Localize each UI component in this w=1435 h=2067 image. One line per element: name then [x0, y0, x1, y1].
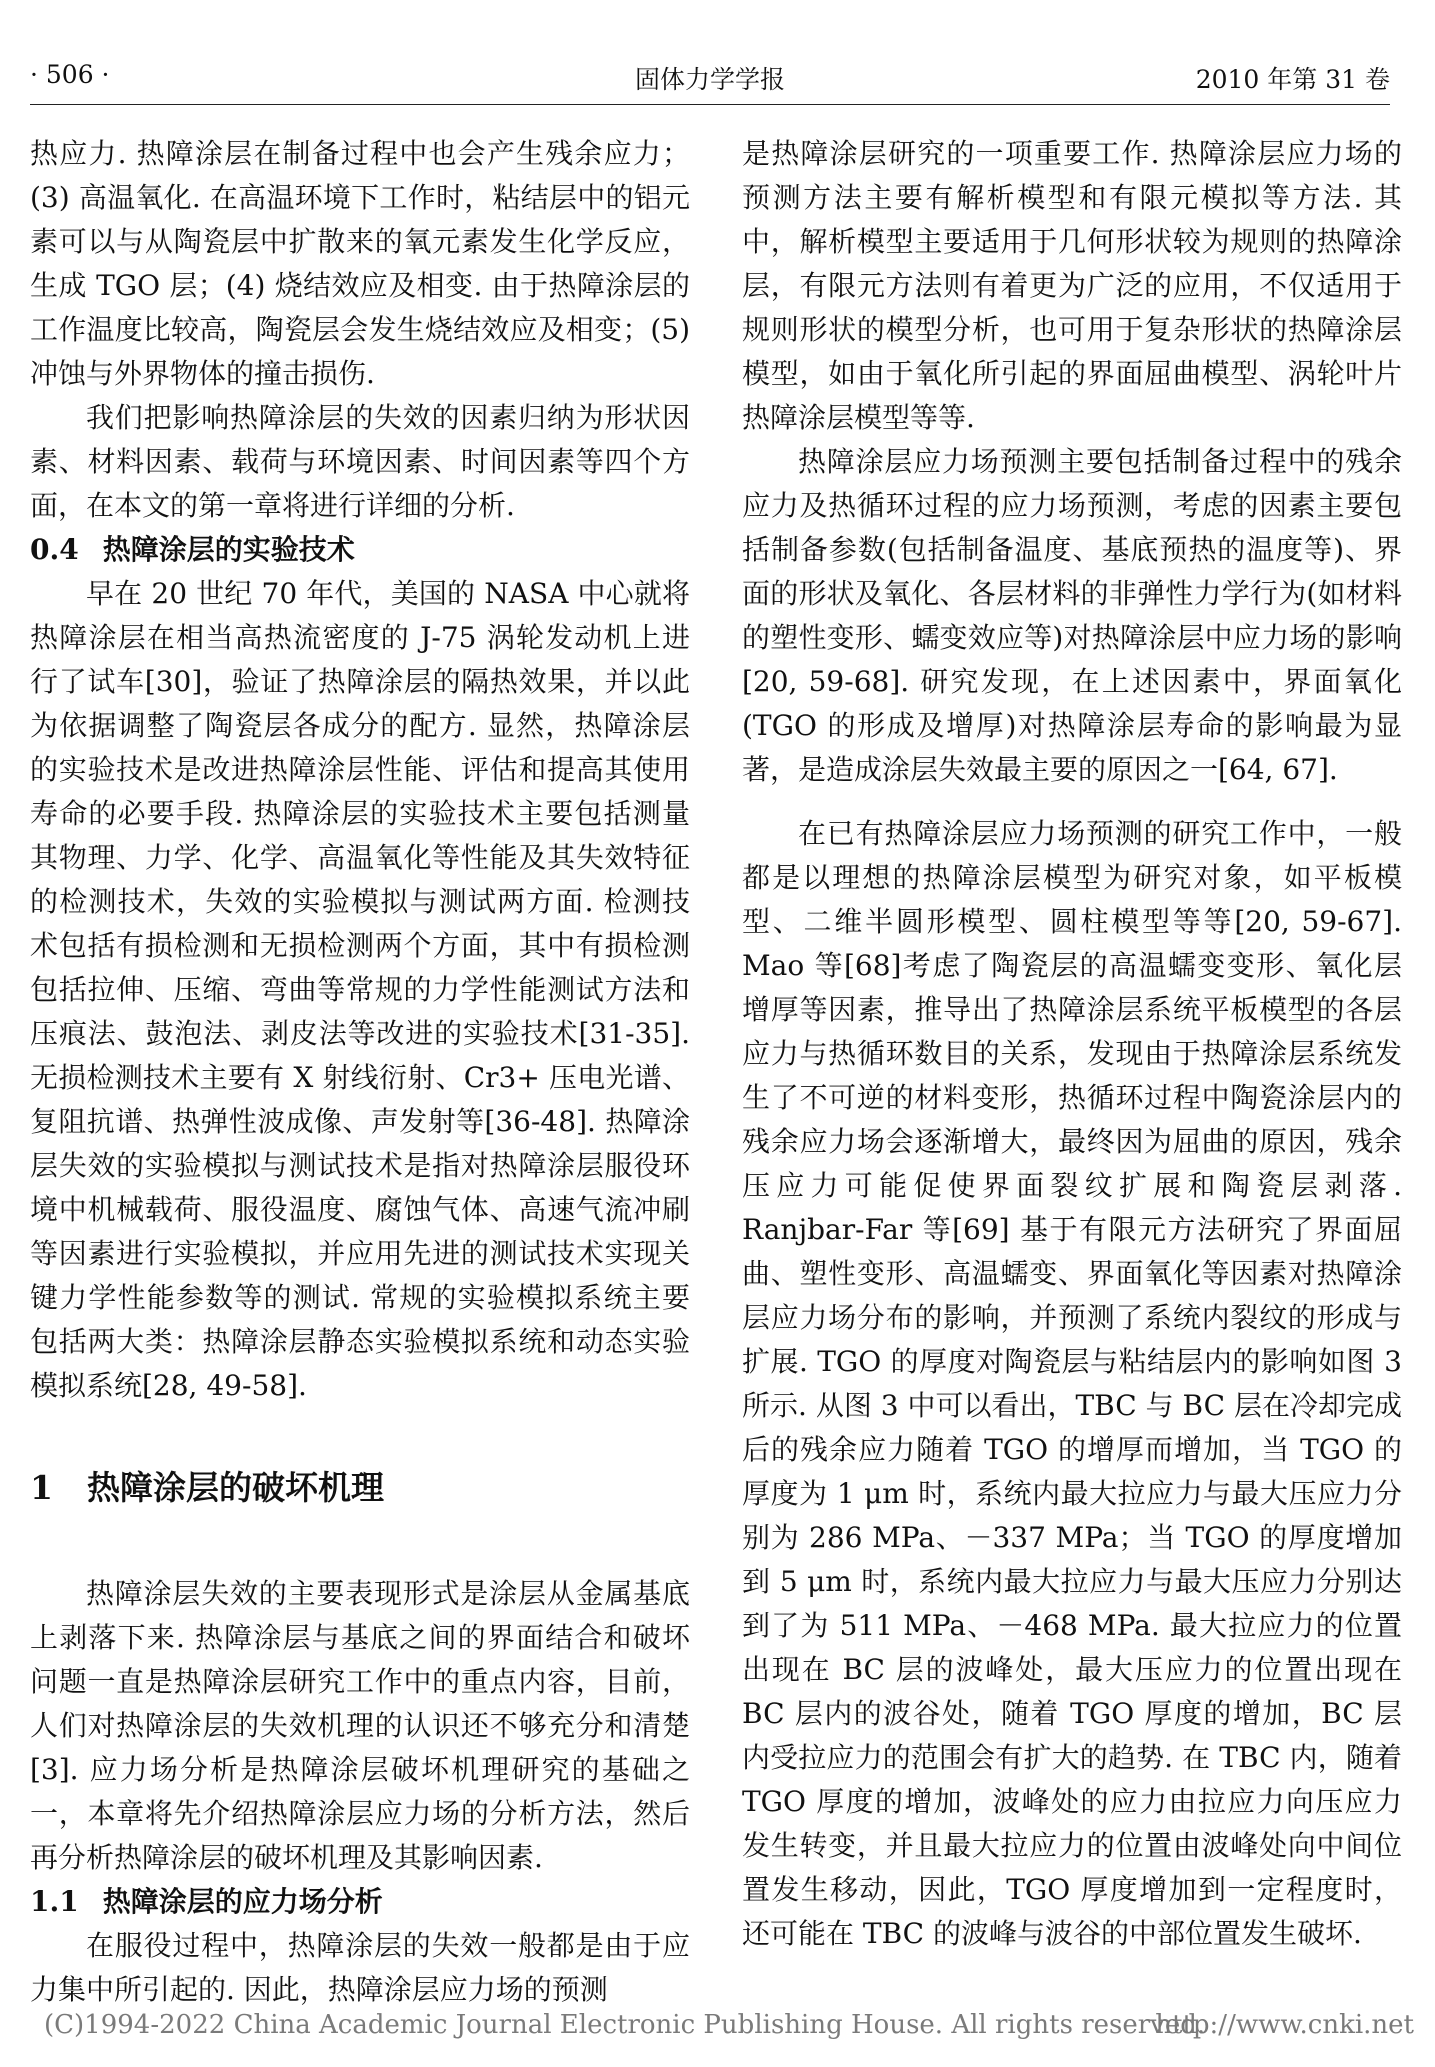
paragraph: 热应力. 热障涂层在制备过程中也会产生残余应力；(3) 高温氧化. 在高温环境下工作时，粘结层中的铝元素可以与从陶瓷层中扩散来的氧元素发生化学反应，生成 TGO 层；(4) 烧结效应及相变. 由于热障涂层的工作温度比较高，陶瓷层会发生烧结效应及相变；(5) 冲蚀与外界物体的撞击损伤.: [30, 137, 690, 390]
section-heading-0-4: [30, 528, 690, 572]
copyright-text: (C)1994-2022 China Academic Journal Electronic Publishing House. All rights reserved.: [44, 2010, 1206, 2040]
right-column: [742, 132, 1402, 2012]
paragraph: 热障涂层应力场预测主要包括制备过程中的残余应力及热循环过程的应力场预测，考虑的因素主要包括制备参数(包括制备温度、基底预热的温度等)、界面的形状及氧化、各层材料的非弹性力学行为(如材料的塑性变形、蠕变效应等)对热障涂层中应力场的影响[20, 59-68]. 研究发现，在上述因素中，界面氧化(TGO 的形成及增厚)对热障涂层寿命的影响最为显著，是造成涂层失效最主要的原因之一[64, 67].: [742, 445, 1402, 786]
section-number: 0.4: [30, 533, 79, 566]
paragraph-gap: [742, 792, 1402, 812]
volume-info: 2010 年第 31 卷: [1195, 65, 1390, 94]
section-heading-1-1: [30, 1880, 690, 1924]
section-number: 1.1: [30, 1885, 79, 1918]
left-column: [30, 132, 690, 2012]
page-number: · 506 ·: [30, 60, 110, 89]
paragraph: 在已有热障涂层应力场预测的研究工作中，一般都是以理想的热障涂层模型为研究对象，如平板模型、二维半圆形模型、圆柱模型等等[20, 59-67]. Mao 等[68]考虑了陶瓷层的高温蠕变变形、氧化层增厚等因素，推导出了热障涂层系统平板模型的各层应力与热循环数目的关系，发现由于热障涂层系统发生了不可逆的材料变形，热循环过程中陶瓷涂层内的残余应力场会逐渐增大，最终因为屈曲的原因，残余压应力可能促使界面裂纹扩展和陶瓷层剥落. Ranjbar-Far 等[69] 基于有限元方法研究了界面屈曲、塑性变形、高温蠕变、界面氧化等因素对热障涂层应力场分布的影响，并预测了系统内裂纹的形成与扩展. TGO 的厚度对陶瓷层与粘结层内的影响如图 3 所示. 从图 3 中可以看出，TBC 与 BC 层在冷却完成后的残余应力随着 TGO 的增厚而增加，当 TGO 的厚度为 1 μm 时，系统内最大拉应力与最大压应力分别为 286 MPa、－337 MPa；当 TGO 的厚度增加到 5 μm 时，系统内最大拉应力与最大压应力分别达到了为 511 MPa、－468 MPa. 最大拉应力的位置出现在 BC 层的波峰处，最大压应力的位置出现在 BC 层内的波谷处，随着 TGO 厚度的增加，BC 层内受拉应力的范围会有扩大的趋势. 在 TBC 内，随着 TGO 厚度的增加，波峰处的应力由拉应力向压应力发生转变，并且最大拉应力的位置由波峰处向中间位置发生移动，因此，TGO 厚度增加到一定程度时，还可能在 TBC 的波峰与波谷的中部位置发生破坏.: [742, 817, 1402, 1950]
paragraph: 我们把影响热障涂层的失效的因素归纳为形状因素、材料因素、载荷与环境因素、时间因素等四个方面，在本文的第一章将进行详细的分析.: [30, 401, 690, 522]
paragraph: 在服役过程中，热障涂层的失效一般都是由于应力集中所引起的. 因此，热障涂层应力场的预测: [30, 1929, 690, 2006]
chapter-title: 热障涂层的破坏机理: [86, 1468, 384, 1507]
section-title: 热障涂层的实验技术: [102, 533, 355, 566]
footer-url[interactable]: http://www.cnki.net: [1155, 2010, 1414, 2040]
chapter-heading-1: [30, 1466, 690, 1510]
header-rule: [30, 104, 1390, 105]
page-header: [30, 60, 1390, 100]
section-title: 热障涂层的应力场分析: [102, 1885, 383, 1918]
paragraph: 热障涂层失效的主要表现形式是涂层从金属基底上剥落下来. 热障涂层与基底之间的界面结合和破坏问题一直是热障涂层研究工作中的重点内容，目前，人们对热障涂层的失效机理的认识还不够充分和清楚[3]. 应力场分析是热障涂层破坏机理研究的基础之一，本章将先介绍热障涂层应力场的分析方法，然后再分析热障涂层的破坏机理及其影响因素.: [30, 1577, 690, 1874]
paragraph: 是热障涂层研究的一项重要工作. 热障涂层应力场的预测方法主要有解析模型和有限元模拟等方法. 其中，解析模型主要适用于几何形状较为规则的热障涂层，有限元方法则有着更为广泛的应用，不仅适用于规则形状的模型分析，也可用于复杂形状的热障涂层模型，如由于氧化所引起的界面屈曲模型、涡轮叶片热障涂层模型等等.: [742, 137, 1402, 434]
paragraph: 早在 20 世纪 70 年代，美国的 NASA 中心就将热障涂层在相当高热流密度的 J-75 涡轮发动机上进行了试车[30]，验证了热障涂层的隔热效果，并以此为依据调整了陶瓷层各成分的配方. 显然，热障涂层的实验技术是改进热障涂层性能、评估和提高其使用寿命的必要手段. 热障涂层的实验技术主要包括测量其物理、力学、化学、高温氧化等性能及其失效特征的检测技术，失效的实验模拟与测试两方面. 检测技术包括有损检测和无损检测两个方面，其中有损检测包括拉伸、压缩、弯曲等常规的力学性能测试方法和压痕法、鼓泡法、剥皮法等改进的实验技术[31-35]. 无损检测技术主要有 X 射线衍射、Cr3+ 压电光谱、复阻抗谱、热弹性波成像、声发射等[36-48]. 热障涂层失效的实验模拟与测试技术是指对热障涂层服役环境中机械载荷、服役温度、腐蚀气体、高速气流冲刷等因素进行实验模拟，并应用先进的测试技术实现关键力学性能参数等的测试. 常规的实验模拟系统主要包括两大类：热障涂层静态实验模拟系统和动态实验模拟系统[28, 49-58].: [30, 577, 690, 1402]
journal-title: 固体力学学报: [634, 65, 785, 94]
chapter-number: 1: [30, 1468, 53, 1507]
copyright-footer: [44, 2010, 1414, 2040]
